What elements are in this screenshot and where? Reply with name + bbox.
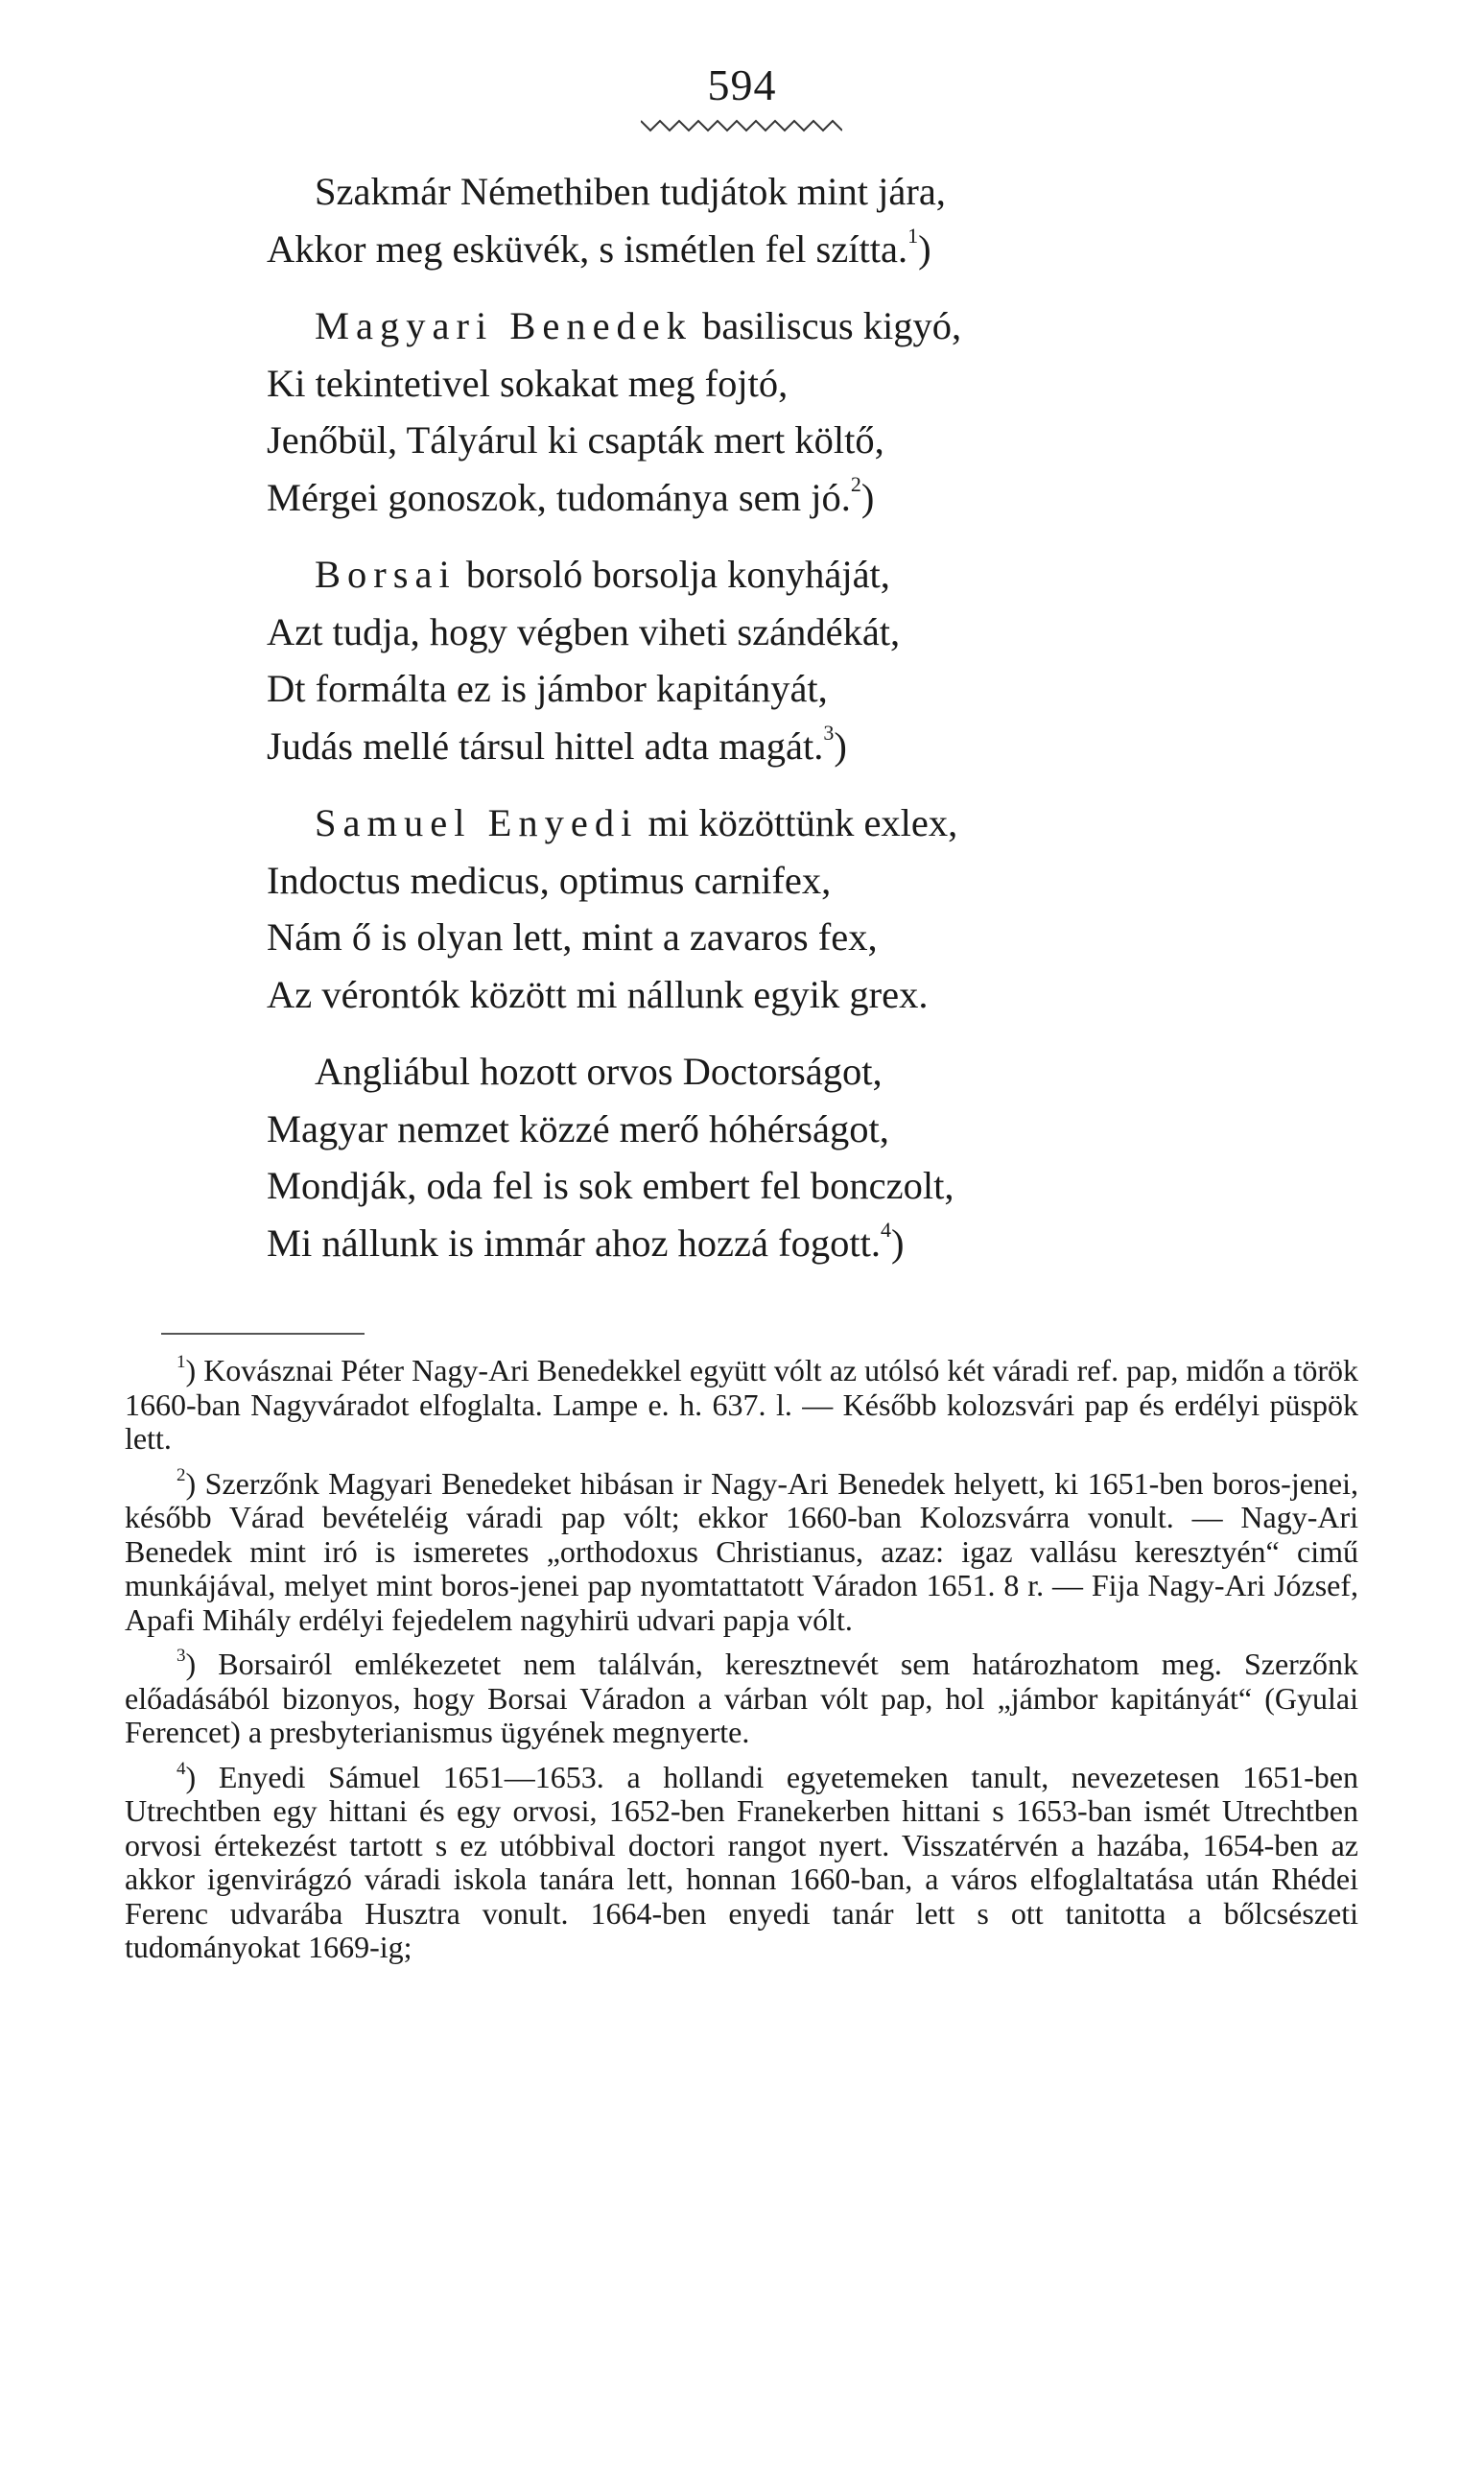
verse-text: mi közöttünk exlex,	[638, 801, 958, 844]
verse-line	[267, 660, 1226, 718]
footnote	[125, 1648, 1358, 1750]
footnote-mark-wrap	[125, 1353, 186, 1387]
footnote-number: 4	[177, 1758, 186, 1779]
verse-text: Indoctus medicus, optimus carnifex,	[267, 858, 832, 902]
verse-line	[267, 604, 1226, 661]
footnote-mark-wrap	[125, 1760, 186, 1794]
verse-line	[267, 1215, 1226, 1272]
verse-line	[267, 966, 1226, 1024]
poem	[267, 163, 1226, 1292]
footnote	[125, 1758, 1358, 1965]
verse-text: Mondják, oda fel is sok embert fel bonczolt,	[267, 1164, 954, 1207]
verse-line	[267, 412, 1226, 469]
verse-line	[267, 221, 1226, 278]
verse-line	[267, 852, 1226, 910]
footnote-number: 3	[177, 1646, 186, 1666]
verse-line	[267, 909, 1226, 966]
footnote-number: 2	[177, 1464, 186, 1485]
stanza	[267, 297, 1226, 526]
verse-text: basiliscus kigyó,	[693, 304, 962, 347]
verse-text: Jenőbül, Tályárul ki csapták mert költő,	[267, 418, 884, 462]
footnote-mark-wrap	[125, 1647, 186, 1681]
verse-line	[267, 1043, 1226, 1101]
footnote-ref: 2	[850, 471, 861, 496]
footnote-text: ) Kovásznai Péter Nagy-Ari Benedekkel együtt vólt az utólsó két váradi ref. pap, midőn a török 1660-ban Nagyváradot elfoglalta. Lampe e. h. 637. l. — Később kolozsvári pap és erdélyi püspök lett.	[125, 1353, 1358, 1456]
verse-text: Akkor meg esküvék, s ismétlen fel szítta.	[267, 226, 908, 271]
footnote-separator	[161, 1333, 365, 1335]
footnote-mark-wrap	[125, 1466, 186, 1501]
footnote-ref-paren: )	[834, 723, 847, 768]
verse-text: Dt formálta ez is jámbor kapitányát,	[267, 667, 828, 710]
verse-text: Azt tudja, hogy végben viheti szándékát,	[267, 609, 901, 653]
decorative-wave-ornament	[641, 117, 842, 134]
stanza	[267, 546, 1226, 774]
footnote-number: 1	[177, 1352, 186, 1372]
verse-line	[267, 794, 1226, 852]
footnote-text: ) Enyedi Sámuel 1651—1653. a hollandi egyetemeken tanult, nevezetesen 1651-ben Utrechtben egy hittani és egy orvosi, 1652-ben Franekerben hittani s 1653-ban ismét Utrechtben orvosi értekezést tartott s ez utóbbival doctori rangot nyert. Visszatérvén a hazába, 1654-ben az akkor igenvirágzó váradi iskola tanára lett, honnan 1660-ban, a város elfoglaltatása után Rhédei Ferenc udvarába Husztra vonult. 1664-ben enyedi tanár lett s ott tanitotta a bőlcsészeti tudományokat 1669-ig;	[125, 1759, 1358, 1964]
verse-line	[267, 1101, 1226, 1158]
verse-text: Angliábul hozott orvos Doctorságot,	[315, 1050, 883, 1093]
verse-line	[267, 718, 1226, 775]
footnote-ref-paren: )	[860, 475, 875, 519]
verse-text: Mi nállunk is immár ahoz hozzá fogott.	[267, 1221, 881, 1265]
footnote-text: ) Borsairól emlékezetet nem találván, keresztnevét sem határozhatom meg. Szerzőnk előadásából bizonyos, hogy Borsai Váradon a várban vólt pap, hol „jámbor kapitányát“ (Gyulai Ferencet) a presbyterianismus ügyének megnyerte.	[125, 1647, 1358, 1749]
verse-line	[267, 469, 1226, 527]
footnote-ref: 4	[880, 1217, 891, 1242]
verse-text: Ki tekintetivel sokakat meg fojtó,	[267, 361, 789, 405]
footnote	[125, 1464, 1358, 1638]
page-number: 594	[707, 60, 777, 109]
verse-text: Mérgei gonoszok, tudománya sem jó.	[267, 475, 851, 519]
footnote-text: ) Szerzőnk Magyari Benedeket hibásan ir Nagy-Ari Benedek helyett, ki 1651-ben boros-jenei, később Várad bevételéig váradi pap vólt; ekkor 1660-ban Kolozsvárra vonult. — Nagy-Ari Benedek mint iró is ismeretes „orthodoxus Christianus, azaz: igaz vallásu keresztyén“ cimű munkájával, melyet mint boros-jenei pap nyomtattatott Váradon 1651. 8 r. — Fija Nagy-Ari József, Apafi Mihály erdélyi fejedelem nagyhirü udvari papja vólt.	[125, 1465, 1358, 1637]
stanza	[267, 794, 1226, 1023]
verse-text: Nám ő is olyan lett, mint a zavaros fex,	[267, 915, 878, 959]
verse-line	[267, 1157, 1226, 1215]
verse-text: Magyar nemzet közzé merő hóhérságot,	[267, 1106, 889, 1150]
verse-line	[267, 355, 1226, 413]
verse-text: Judás mellé társul hittel adta magát.	[267, 723, 824, 768]
footnote-ref-paren: )	[918, 226, 931, 271]
stanza	[267, 163, 1226, 277]
verse-text: Az vérontók között mi nállunk egyik grex.	[267, 972, 929, 1016]
spaced-name: Magyari Benedek	[315, 304, 694, 347]
verse-text: Szakmár Némethiben tudjátok mint jára,	[315, 170, 946, 213]
verse-line	[267, 546, 1226, 604]
footnote-ref: 1	[907, 223, 919, 248]
footnote-ref: 3	[823, 720, 835, 745]
verse-text: borsoló borsolja konyháját,	[456, 553, 890, 596]
verse-line	[267, 297, 1226, 355]
spaced-name: Samuel Enyedi	[315, 801, 639, 844]
footnotes	[125, 1354, 1358, 1976]
verse-line	[267, 163, 1226, 221]
footnote-ref-paren: )	[890, 1221, 905, 1265]
footnote	[125, 1354, 1358, 1457]
spaced-name: Borsai	[315, 553, 457, 596]
stanza	[267, 1043, 1226, 1271]
